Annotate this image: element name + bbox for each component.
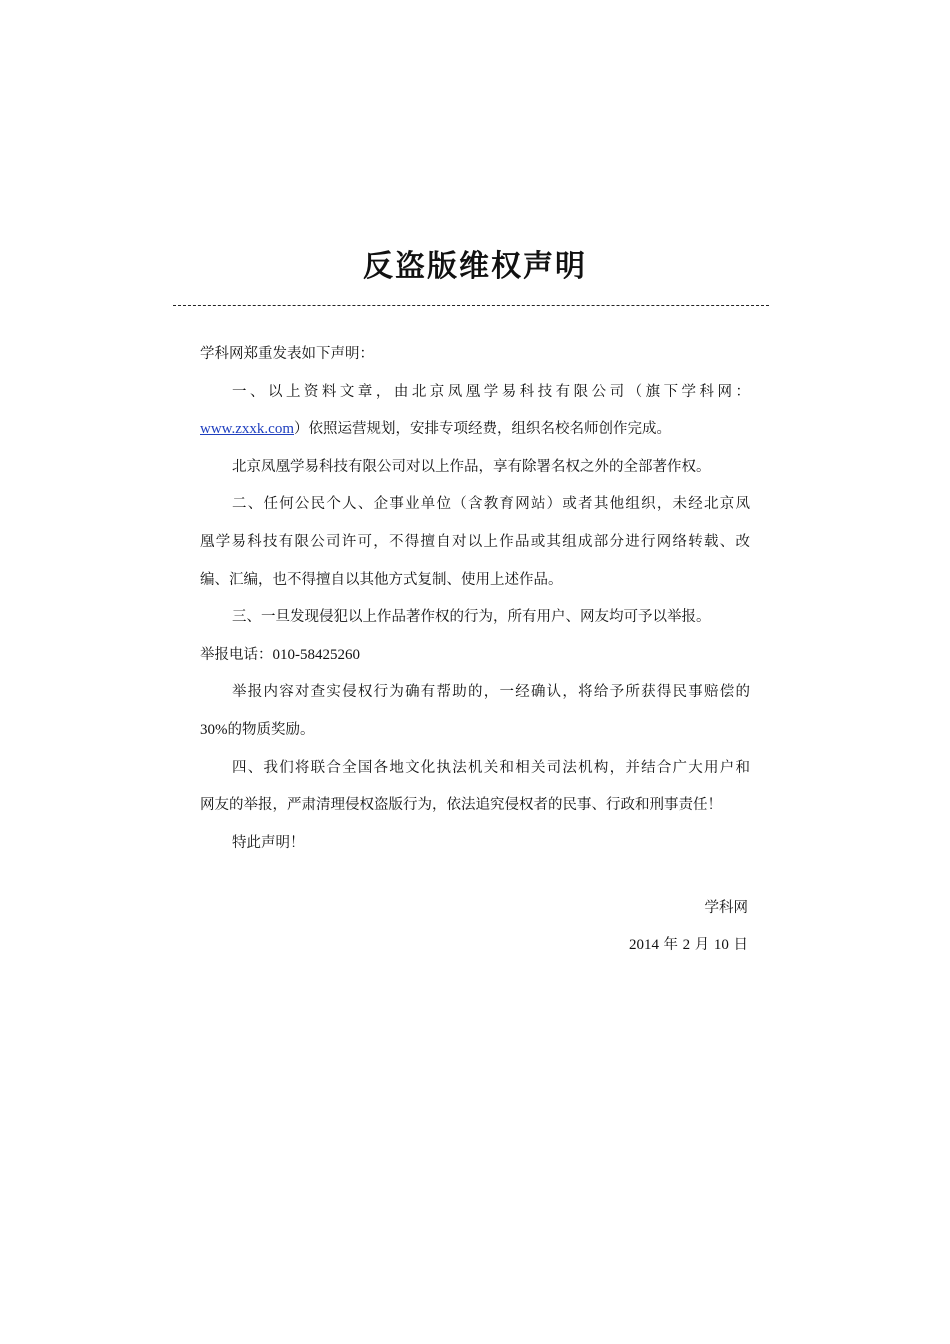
signature-org: 学科网 [704,900,748,916]
reward-percent: 30% [200,721,228,738]
section4-line2: 网友的举报，严肃清理侵权盗版行为，依法追究侵权者的民事、行政和刑事责任！ [200,797,722,814]
closing-line: 特此声明！ [232,834,305,851]
phone-line [200,637,750,675]
section1-line2 [200,411,750,449]
section1-line1: 一、以上资料文章，由北京凤凰学易科技有限公司（旗下学科网： [232,383,750,400]
section2-line1: 二、任何公民个人、企事业单位（含教育网站）或者其他组织，未经北京凤 [232,496,750,513]
date-month-unit: 月 [690,937,714,953]
date-day: 10 [713,937,729,953]
section1-line3: 北京凤凰学易科技有限公司对以上作品，享有除署名权之外的全部著作权。 [232,458,711,475]
reward-line2-text: 的物质奖励。 [227,721,315,738]
website-link[interactable]: www.zxxk.com [200,421,295,438]
statement-body [200,336,750,862]
intro-line: 学科网郑重发表如下声明： [200,346,374,362]
section2-line2: 凰学易科技有限公司许可，不得擅自对以上作品或其组成部分进行网络转载、改 [200,533,750,550]
section4-line1: 四、我们将联合全国各地文化执法机关和相关司法机构，并结合广大用户和 [232,759,750,776]
signature-block [629,890,748,964]
date-year-unit: 年 [658,937,683,953]
date-day-unit: 日 [728,937,748,953]
date-month: 2 [682,937,691,953]
phone-label: 举报电话： [200,646,273,663]
section1-line2-text: ）依照运营规划，安排专项经费，组织名校名师创作完成。 [294,421,672,438]
phone-number: 010-58425260 [272,646,360,663]
dashed-divider [173,305,769,306]
reward-line1: 举报内容对查实侵权行为确有帮助的，一经确认，将给予所获得民事赔偿的 [232,684,750,701]
section3-line1: 三、一旦发现侵犯以上作品著作权的行为，所有用户、网友均可予以举报。 [232,609,711,626]
reward-line2 [200,712,750,750]
page-title: 反盗版维权声明 [363,249,587,284]
signature-date [629,927,748,964]
date-year: 2014 [628,937,659,953]
section2-line3: 编、汇编，也不得擅自以其他方式复制、使用上述作品。 [200,571,563,588]
